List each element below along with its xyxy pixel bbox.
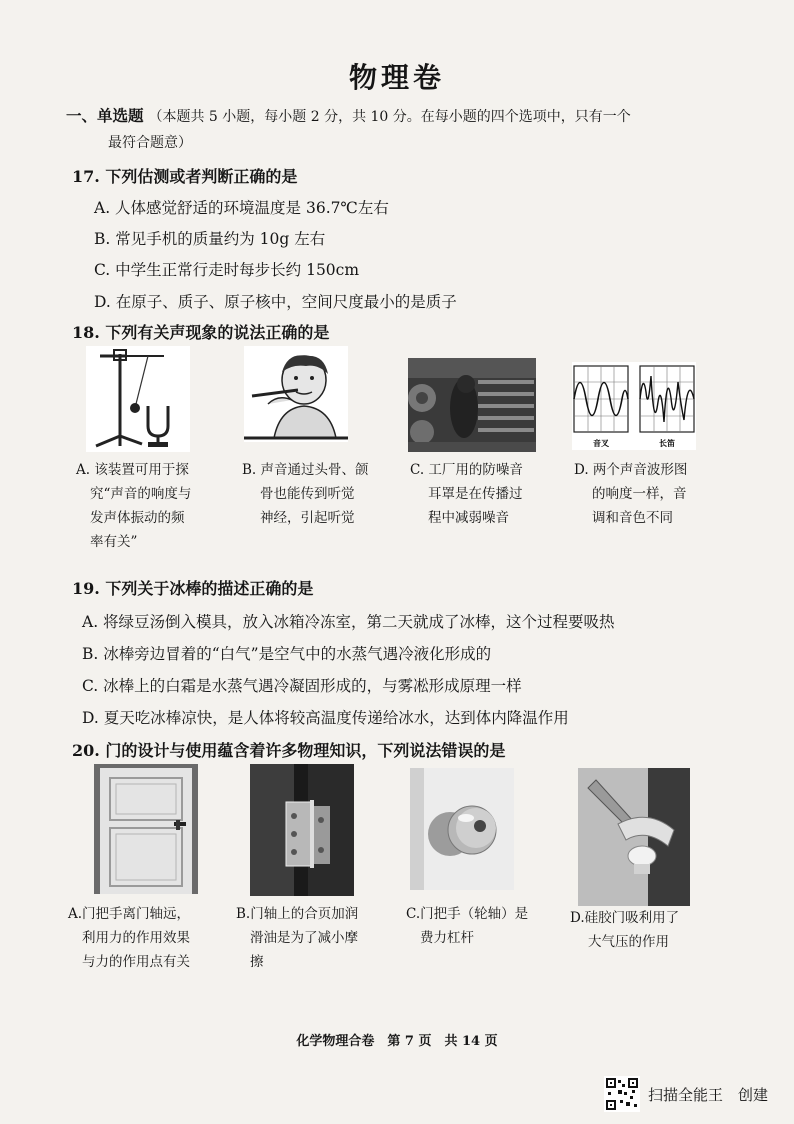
q20-figure-a-door-photo bbox=[94, 764, 198, 894]
q18-caption-d bbox=[574, 458, 734, 530]
section-heading-line bbox=[66, 104, 631, 126]
q18-caption-a-line: 究“声音的响度与 bbox=[90, 486, 192, 502]
q19-option-c: C. 冰棒上的白霜是水蒸气遇冷凝固形成的，与雾凇形成原理一样 bbox=[82, 677, 522, 695]
q17-option-b: B. 常见手机的质量约为 10g 左右 bbox=[94, 230, 326, 248]
q18-caption-b-line: 骨也能传到听觉 bbox=[260, 486, 355, 502]
q18-caption-c-line: 耳罩是在传播过 bbox=[428, 486, 523, 502]
q20-figure-b-hinge-photo bbox=[250, 764, 354, 896]
scanner-watermark bbox=[604, 1076, 768, 1112]
q18-caption-a-line: 发声体振动的频 bbox=[90, 510, 185, 526]
q17-option-d: D. 在原子、质子、原子核中，空间尺度最小的是质子 bbox=[94, 293, 457, 311]
q19-option-a: A. 将绿豆汤倒入模具，放入冰箱冷冻室，第二天就成了冰棒，这个过程要吸热 bbox=[82, 613, 615, 631]
wave-label-tuning-fork: 音叉 bbox=[593, 439, 609, 448]
qr-code-icon bbox=[604, 1076, 640, 1112]
q19-option-d: D. 夏天吃冰棒凉快，是人体将较高温度传递给冰水，达到体内降温作用 bbox=[82, 709, 569, 727]
q18-caption-a-line: A. 该装置可用于探 bbox=[76, 462, 189, 478]
q18-figure-d-waveforms bbox=[572, 362, 696, 450]
q18-caption-d-line: 调和音色不同 bbox=[592, 510, 673, 526]
q17-option-c: C. 中学生正常行走时每步长约 150cm bbox=[94, 261, 360, 279]
q20-stem: 20. 门的设计与使用蕴含着许多物理知识，下列说法错误的是 bbox=[72, 741, 506, 760]
section-note-1: （本题共 5 小题，每小题 2 分，共 10 分。在每小题的四个选项中，只有一个 bbox=[148, 109, 631, 125]
q20-caption-b-line: B.门轴上的合页加润 bbox=[236, 906, 359, 922]
wave-label-flute: 长笛 bbox=[659, 439, 675, 448]
q20-caption-b-line: 滑油是为了减小摩 bbox=[250, 930, 358, 946]
q20-caption-a-line: 与力的作用点有关 bbox=[82, 954, 190, 970]
q18-caption-a bbox=[76, 458, 226, 554]
q20-caption-d bbox=[570, 906, 730, 954]
section-heading: 一、单选题 bbox=[66, 106, 144, 125]
q20-caption-c bbox=[406, 902, 566, 950]
q18-caption-d-line: 的响度一样，音 bbox=[592, 486, 687, 502]
q18-figure-c-factory-photo bbox=[408, 358, 536, 452]
q18-caption-c bbox=[410, 458, 560, 530]
q20-caption-b-line: 擦 bbox=[250, 954, 264, 970]
page-title: 物理卷 bbox=[348, 61, 445, 94]
q20-caption-a bbox=[68, 902, 238, 974]
q18-caption-c-line: C. 工厂用的防噪音 bbox=[410, 462, 523, 478]
q20-figure-c-doorknob-photo bbox=[410, 768, 514, 890]
q17-stem: 17. 下列估测或者判断正确的是 bbox=[72, 167, 298, 186]
q20-caption-c-line: 费力杠杆 bbox=[420, 930, 474, 946]
q19-stem: 19. 下列关于冰棒的描述正确的是 bbox=[72, 579, 314, 598]
page-footer: 化学物理合卷 第 7 页 共 14 页 bbox=[296, 1034, 498, 1049]
section-note-2: 最符合题意） bbox=[108, 135, 192, 151]
q19-option-b: B. 冰棒旁边冒着的“白气”是空气中的水蒸气遇冷液化形成的 bbox=[82, 645, 492, 663]
q17-option-a: A. 人体感觉舒适的环境温度是 36.7℃左右 bbox=[94, 199, 389, 217]
q18-caption-b-line: B. 声音通过头骨、颌 bbox=[242, 462, 369, 478]
q20-caption-b bbox=[236, 902, 396, 974]
q18-stem: 18. 下列有关声现象的说法正确的是 bbox=[72, 323, 330, 342]
q18-figure-b-bone-conduction bbox=[244, 346, 348, 442]
q20-caption-a-line: A.门把手离门轴远， bbox=[68, 906, 191, 922]
q20-figure-d-door-stopper-photo bbox=[578, 768, 690, 906]
watermark-text: 扫描全能王 创建 bbox=[647, 1085, 768, 1104]
q18-caption-d-line: D. 两个声音波形图 bbox=[574, 462, 688, 478]
q18-caption-b bbox=[242, 458, 392, 530]
q20-caption-d-line: 大气压的作用 bbox=[588, 934, 669, 950]
q18-caption-b-line: 神经，引起听觉 bbox=[260, 510, 355, 526]
q18-caption-a-line: 率有关” bbox=[90, 534, 138, 550]
q20-caption-d-line: D.硅胶门吸利用了 bbox=[570, 910, 680, 926]
q20-caption-a-line: 利用力的作用效果 bbox=[82, 930, 190, 946]
q20-caption-c-line: C.门把手（轮轴）是 bbox=[406, 906, 529, 922]
q18-figure-a-pendulum-tuningfork bbox=[86, 346, 190, 452]
q18-caption-c-line: 程中减弱噪音 bbox=[428, 510, 509, 526]
